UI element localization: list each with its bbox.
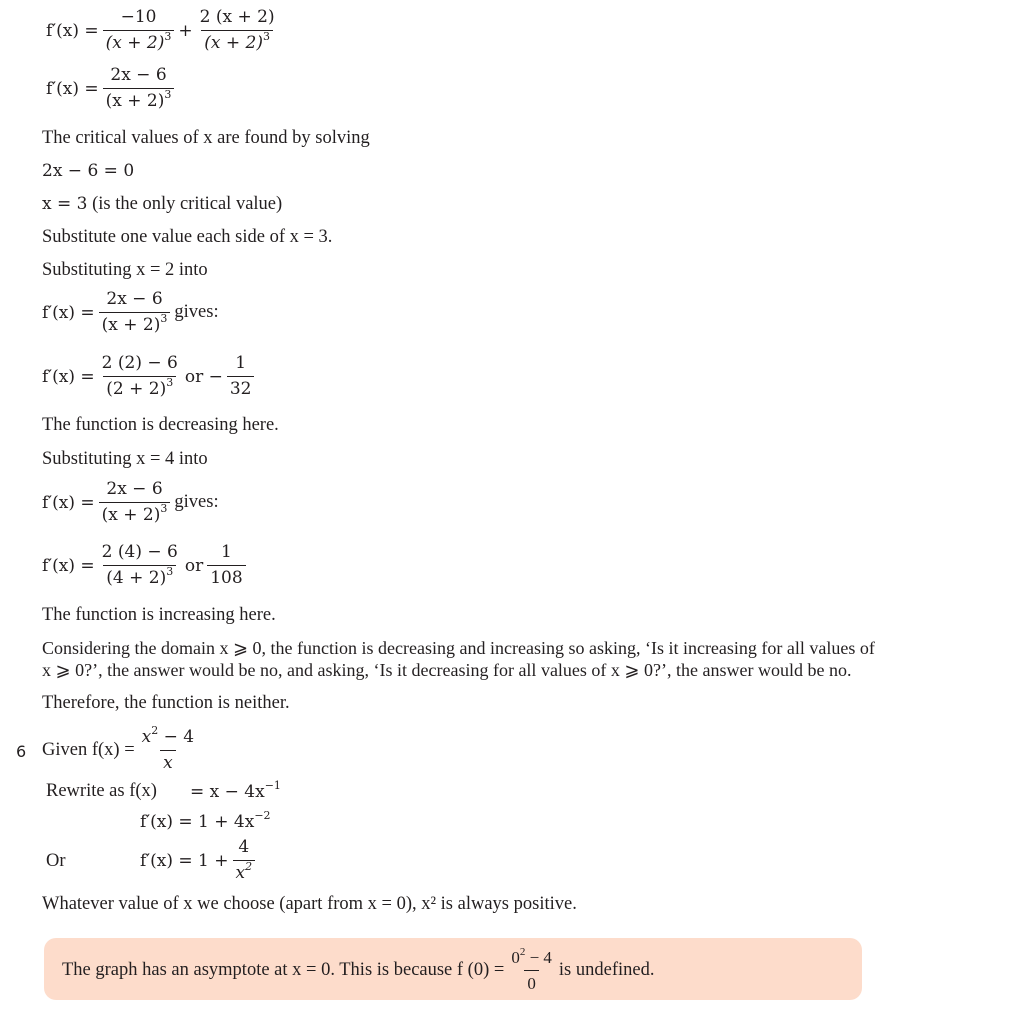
eq-lhs: f′(x) = [46,20,99,41]
denominator: $(x + 2)^3$ [103,30,175,54]
rewrite-derivative: $f'(x) = 1 + 4x^{-2}$ [140,809,271,832]
sub4-derivative-equation [42,480,219,525]
eq-lhs: f′(x) = 1 + [140,850,229,871]
sub2-derivative-equation [42,290,219,335]
numerator: 2 (4) − 6 [101,542,178,562]
denominator: 0 [524,970,539,994]
sub4-intro: Substituting x = 4 into [42,449,208,469]
numerator: $0^2 - 4$ [511,946,552,967]
numerator: 1 [221,542,232,562]
solution-line [42,194,282,215]
denominator: $(2 + 2)^3$ [103,376,176,400]
numerator: 4 [238,837,250,857]
numerator: 2x − 6 [106,289,163,309]
numerator: 2x − 6 [110,65,167,85]
denominator: $(x + 2)^3$ [201,30,273,54]
numerator: −10 [120,7,157,27]
solution-note: (is the only critical value) [92,194,283,214]
sub2-value-equation [42,354,258,399]
substitute-note: Substitute one value each side of x = 3. [42,227,333,247]
solution-value: x = 3 [42,194,88,214]
whatever-text: Whatever value of x we choose (apart from x = 0), x² is always positive. [42,894,577,914]
critical-intro-text: The critical values of x are found by solving [42,128,370,148]
derivative-equation-sum [46,8,282,53]
rewrite-label: Rewrite as f(x) [46,781,157,801]
result-fraction [227,354,255,399]
sub4-value-equation [42,543,250,588]
note-text-before: The graph has an asymptote at x = 0. This is because f (0) = [62,960,505,981]
numerator: 1 [235,353,247,373]
increasing-text: The function is increasing here. [42,605,276,625]
question-number: 6 [16,742,27,761]
numerator: $x^2 - 4$ [141,724,195,747]
fraction [99,354,181,399]
fraction [139,724,197,773]
note-text-after: is undefined. [558,960,655,981]
denominator: $(x + 2)^3$ [103,88,175,112]
or-label: or − [184,366,223,387]
fraction [103,66,175,111]
note-fraction [508,948,555,993]
q6-given-equation [42,724,201,773]
fraction [197,8,278,53]
denominator: $(4 + 2)^3$ [103,565,176,589]
asymptote-note-box [44,938,862,1000]
fraction [99,480,171,525]
denominator: 32 [227,376,255,400]
solve-equation: 2x − 6 = 0 [42,161,135,181]
denominator: x [160,750,176,774]
decreasing-text: The function is decreasing here. [42,415,279,435]
result-fraction [207,543,245,588]
or-derivative-equation [140,838,259,883]
note-content [62,948,654,993]
fraction [99,290,171,335]
plus-sign: + [178,20,193,41]
eq-lhs: f′(x) = [42,302,95,323]
fraction [233,838,256,883]
rewrite-rhs: = $x - 4x^{-1}$ [190,779,281,802]
or-label: Or [46,851,66,871]
derivative-equation-simplified [46,66,178,111]
gives-label: gives: [174,302,219,323]
given-label: Given f(x) = [42,740,135,761]
eq-lhs: f′(x) = [42,492,95,513]
or-label: or [184,555,204,576]
numerator: 2 (2) − 6 [101,353,178,373]
denominator: $(x + 2)^3$ [99,312,171,336]
denominator: 108 [207,565,245,589]
fraction [99,543,181,588]
sub2-intro: Substituting x = 2 into [42,260,208,280]
numerator: 2x − 6 [106,479,163,499]
eq-lhs: f′(x) = [42,555,95,576]
denominator: $(x + 2)^3$ [99,502,171,526]
fraction [103,8,175,53]
numerator: 2 (x + 2) [199,7,275,27]
eq-lhs: f′(x) = [46,78,99,99]
conclusion-text: Therefore, the function is neither. [42,693,290,713]
domain-text-line1: Considering the domain x ⩾ 0, the function is decreasing and increasing so asking, ‘Is it increasing for all values of [42,638,875,658]
gives-label: gives: [174,492,219,513]
denominator: $x^2$ [233,860,256,884]
domain-text-line2: x ⩾ 0?’, the answer would be no, and asking, ‘Is it decreasing for all values of x ⩾ 0?’, the answer would be no. [42,660,852,680]
eq-lhs: f′(x) = [42,366,95,387]
